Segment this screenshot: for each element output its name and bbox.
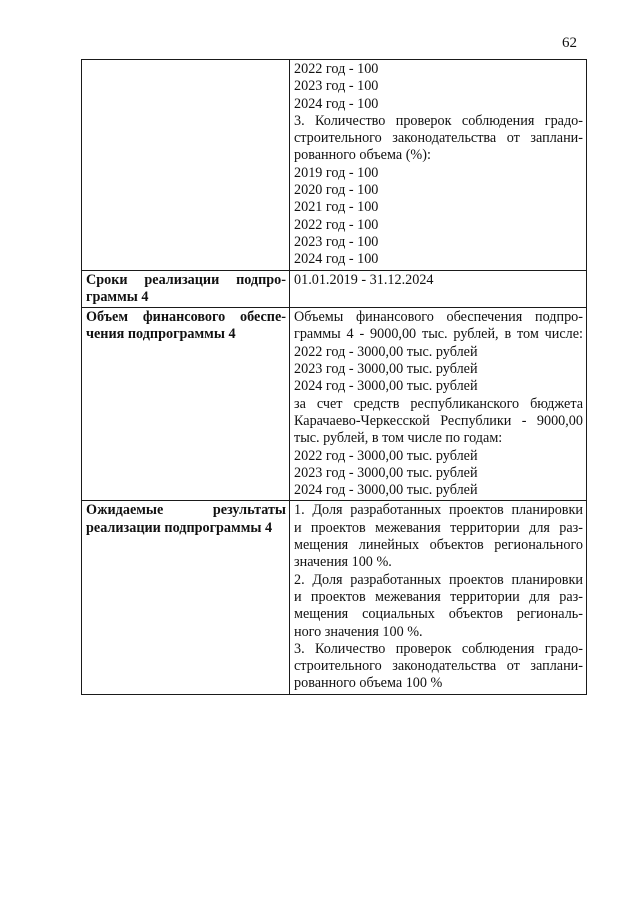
label-line: чения подпрограммы 4 xyxy=(86,326,236,343)
value-line: 2021 год - 100 xyxy=(294,199,379,216)
row-label-cell xyxy=(82,308,290,501)
value-line: 2022 год - 3000,00 тыс. рублей xyxy=(294,447,478,464)
table-row xyxy=(82,270,587,308)
value-line: 2023 год - 100 xyxy=(294,78,379,95)
row-value-cell xyxy=(290,60,587,271)
table-row xyxy=(82,60,587,271)
value-line: 2024 год - 100 xyxy=(294,95,379,112)
value-line: 2023 год - 100 xyxy=(294,233,379,250)
label-line: Сроки реализации подпро- xyxy=(86,271,286,288)
value-line: 3. Количество проверок соблюдения градо- xyxy=(294,640,583,657)
value-line: 2022 год - 3000,00 тыс. рублей xyxy=(294,343,478,360)
label-line: Объем финансового обеспе- xyxy=(86,309,286,326)
table-row xyxy=(82,308,587,501)
value-line: 2022 год - 100 xyxy=(294,61,379,77)
value-line: и проектов межевания территории для раз- xyxy=(294,519,583,536)
value-line: 2022 год - 100 xyxy=(294,216,379,233)
value-line: рованного объема 100 % xyxy=(294,675,443,692)
value-line: 3. Количество проверок соблюдения градо- xyxy=(294,112,583,129)
row-value-cell xyxy=(290,501,587,694)
value-line: 2. Доля разработанных проектов планировки xyxy=(294,571,583,588)
label-line: реализации подпрограммы 4 xyxy=(86,519,273,536)
value-line: 2019 год - 100 xyxy=(294,164,379,181)
label-line: Ожидаемые результаты xyxy=(86,502,286,519)
page-number: 62 xyxy=(562,35,577,51)
value-line: ного значения 100 %. xyxy=(294,623,423,640)
value-line: 2023 год - 3000,00 тыс. рублей xyxy=(294,361,478,378)
row-label-cell xyxy=(82,60,290,271)
passport-table xyxy=(81,59,587,695)
value-line: граммы 4 - 9000,00 тыс. рублей, в том числе: xyxy=(294,326,583,343)
value-line: и проектов межевания территории для раз- xyxy=(294,588,583,605)
label-line: граммы 4 xyxy=(86,288,149,305)
table-row xyxy=(82,501,587,694)
value-line: 2023 год - 3000,00 тыс. рублей xyxy=(294,464,478,481)
row-value-cell xyxy=(290,270,587,308)
value-line: 01.01.2019 - 31.12.2024 xyxy=(294,271,434,288)
value-line: 2024 год - 3000,00 тыс. рублей xyxy=(294,482,478,499)
value-line: строительного законодательства от заплани- xyxy=(294,130,583,147)
value-line: Объемы финансового обеспечения подпро- xyxy=(294,309,583,326)
value-line: за счет средств республиканского бюджета xyxy=(294,395,583,412)
value-line: 1. Доля разработанных проектов планировки xyxy=(294,502,583,519)
value-line: тыс. рублей, в том числе по годам: xyxy=(294,430,503,447)
value-line: рованного объема (%): xyxy=(294,147,431,164)
row-label-cell xyxy=(82,501,290,694)
row-label-cell xyxy=(82,270,290,308)
value-line: 2024 год - 100 xyxy=(294,251,379,268)
value-line: значения 100 %. xyxy=(294,554,392,571)
value-line: 2024 год - 3000,00 тыс. рублей xyxy=(294,378,478,395)
value-line: Карачаево-Черкесской Республики - 9000,00 xyxy=(294,412,583,429)
value-line: мещения социальных объектов региональ- xyxy=(294,606,583,623)
row-value-cell xyxy=(290,308,587,501)
value-line: 2020 год - 100 xyxy=(294,182,379,199)
value-line: мещения линейных объектов регионального xyxy=(294,537,583,554)
value-line: строительного законодательства от заплани- xyxy=(294,658,583,675)
